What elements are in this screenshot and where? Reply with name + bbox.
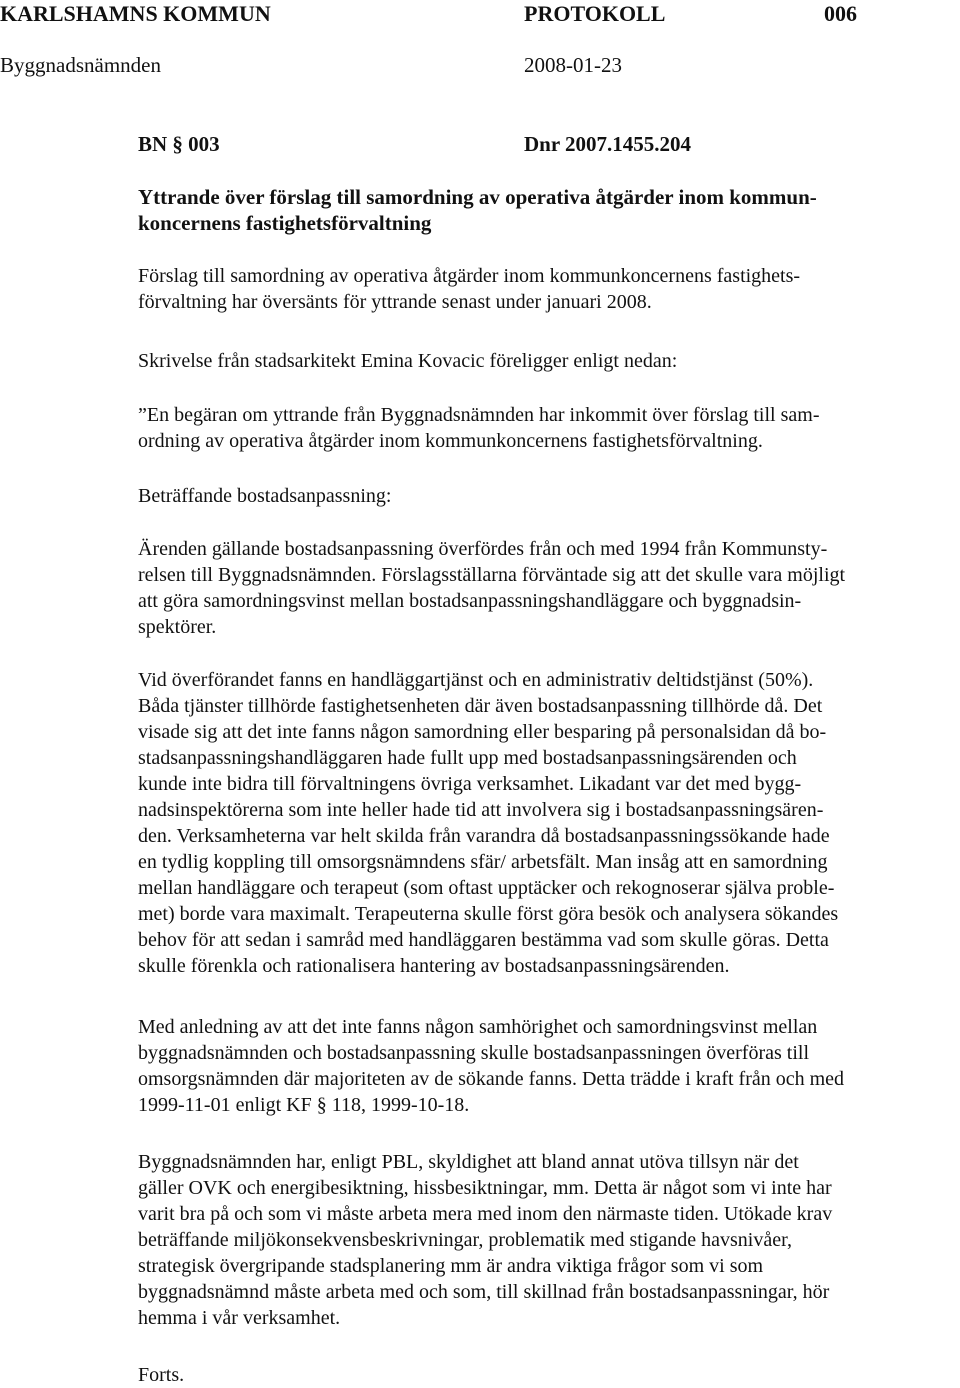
header-committee: Byggnadsnämnden [0,53,161,77]
text-line: kunde inte bidra till förvaltningens övriga verksamhet. Likadant var det med bygg- [138,773,802,795]
text-line: Ärenden gällande bostadsanpassning överfördes från och med 1994 från Kommunsty- [138,538,828,560]
document-title [138,184,948,236]
text-line: strategisk övergripande stadsplanering mm är andra viktiga frågor som vi som [138,1255,764,1277]
title-line: Yttrande över förslag till samordning av operativa åtgärder inom kommun- [138,185,817,209]
text-line: beträffande miljökonsekvensbeskrivningar, problematik med stigande havsnivåer, [138,1229,792,1251]
header-page-number: 006 [824,1,857,26]
text-line: den. Verksamheterna var helt skilda från varandra då bostadsanpassningssökande hade [138,825,830,847]
text-line: relsen till Byggnadsnämnden. Förslagsställarna förväntade sig att det skulle vara möjligt [138,564,846,586]
text-line: Vid överförandet fanns en handläggartjänst och en administrativ deltidstjänst (50%). [138,669,814,691]
case-diarienummer: Dnr 2007.1455.204 [524,132,692,156]
case-number: BN § 003 [138,132,220,156]
header-date: 2008-01-23 [524,53,622,77]
text-line: met) borde vara maximalt. Terapeuterna skulle först göra besök och analysera sökandes [138,903,839,925]
text-line: Båda tjänster tillhörde fastighetsenheten där även bostadsanpassning tillhörde då. Det [138,695,823,717]
quote-paragraph [138,402,948,454]
text-line: ”En begäran om yttrande från Byggnadsnämnden har inkommit över förslag till sam- [138,404,820,426]
paragraph-1 [138,536,948,640]
text-line: stadsanpassningshandläggaren hade fullt upp med bostadsanpassningsärenden och [138,747,797,769]
continued-marker: Forts. [138,1364,185,1386]
text-line: Förslag till samordning av operativa åtgärder inom kommunkoncernens fastighets- [138,265,801,287]
text-line: varit bra på och som vi måste arbeta mera med inom den närmaste tiden. Utökade krav [138,1203,833,1225]
paragraph-4 [138,1149,948,1331]
text-line: skulle förenkla och rationalisera hantering av bostadsanpassningsärenden. [138,955,730,977]
header-org: KARLSHAMNS KOMMUN [0,1,271,26]
text-line: visade sig att det inte fanns någon samordning eller besparing på personalsidan då bo- [138,721,827,743]
text-line: ordning av operativa åtgärder inom kommunkoncernens fastighetsförvaltning. [138,430,763,452]
text-line: spektörer. [138,616,217,638]
text-line: byggnadsnämnd måste arbeta med och som, till skillnad från bostadsanpassningar, hör [138,1281,830,1303]
skrivelse-line: Skrivelse från stadsarkitekt Emina Kovacic föreligger enligt nedan: [138,350,678,372]
text-line: behov för att sedan i samråd med handläggaren bestämma vad som skulle göras. Detta [138,929,829,951]
text-line: hemma i vår verksamhet. [138,1307,341,1329]
paragraph-2 [138,667,948,979]
text-line: nadsinspektörerna som inte heller hade tid att involvera sig i bostadsanpassningsären- [138,799,824,821]
text-line: 1999-11-01 enligt KF § 118, 1999-10-18. [138,1094,470,1116]
subheading: Beträffande bostadsanpassning: [138,485,392,507]
text-line: byggnadsnämnden och bostadsanpassning skulle bostadsanpassningen överföras till [138,1042,809,1064]
title-line: koncernens fastighetsförvaltning [138,211,432,235]
text-line: gäller OVK och energibesiktning, hissbesiktningar, mm. Detta är något som vi inte har [138,1177,832,1199]
text-line: Byggnadsnämnden har, enligt PBL, skyldighet att bland annat utöva tillsyn när det [138,1151,799,1173]
text-line: en tydlig koppling till omsorgsnämndens sfär/ arbetsfält. Man insåg att en samordning [138,851,828,873]
intro-paragraph [138,263,948,315]
text-line: förvaltning har översänts för yttrande senast under januari 2008. [138,291,652,313]
header-doc-type: PROTOKOLL [524,1,666,26]
text-line: mellan handläggare och terapeut (som oftast upptäcker och rekognoserar själva proble- [138,877,835,899]
text-line: att göra samordningsvinst mellan bostadsanpassningshandläggare och byggnadsin- [138,590,802,612]
paragraph-3 [138,1014,948,1118]
text-line: Med anledning av att det inte fanns någon samhörighet och samordningsvinst mellan [138,1016,818,1038]
text-line: omsorgsnämnden där majoriteten av de sökande fanns. Detta trädde i kraft från och med [138,1068,845,1090]
